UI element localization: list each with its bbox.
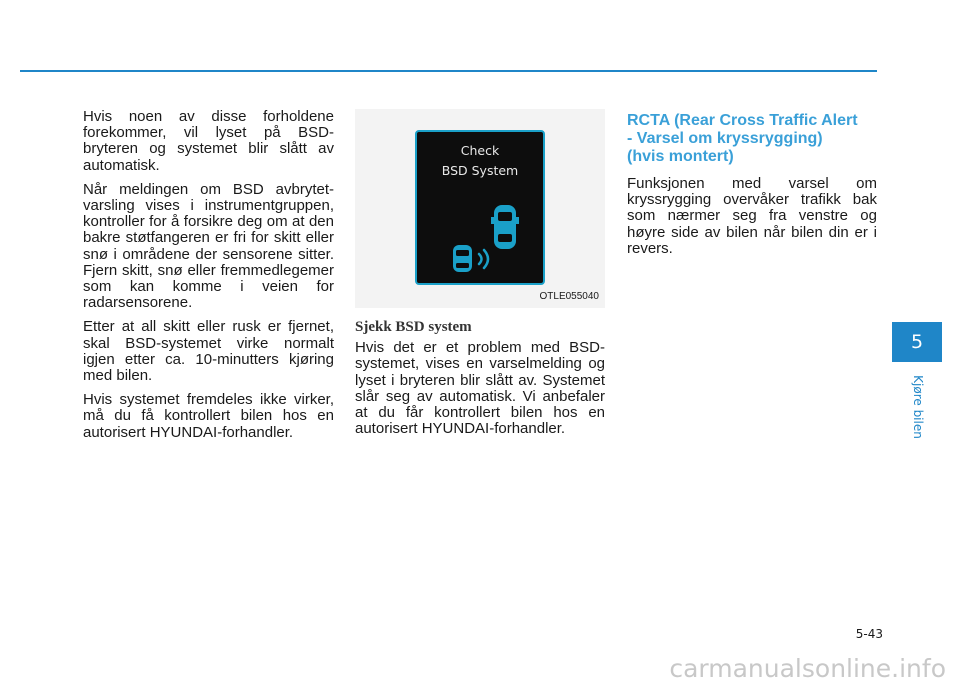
title-line: RCTA (Rear Cross Traffic Alert <box>627 112 858 129</box>
paragraph: Funksjonen med varsel om kryssrygging overvåker trafikk bak som nærmer seg fra venstre og høyre side av bilen når bilen din er i revers. <box>627 175 877 257</box>
display-line-2: BSD System <box>441 163 519 178</box>
display-line-1: Check <box>460 143 500 158</box>
header-rule <box>20 70 877 72</box>
paragraph: Hvis systemet fremdeles ikke virker, må du få kontrollert bilen hos en autorisert HYUNDAI-forhandler. <box>83 391 334 441</box>
chapter-number-tab: 5 <box>892 322 942 362</box>
right-column <box>627 112 877 265</box>
title-line: - Varsel om kryssrygging) <box>627 130 823 147</box>
paragraph: Når meldingen om BSD avbrytet-varsling vises i instrumentgruppen, kontroller for å forsikre deg om at den bakre støtfangeren er fri for skitt eller snø i områdene der sensorene sitter. Fjern skitt, snø eller fremmedlegemer som kan komme i veien for radarsensorene. <box>83 180 334 312</box>
figure-code: OTLE055040 <box>539 290 599 302</box>
section-heading: Sjekk BSD system <box>355 319 472 335</box>
bsd-warning-figure <box>355 109 605 308</box>
cluster-display <box>415 130 545 285</box>
page-number: 5-43 <box>855 627 883 641</box>
paragraph: Hvis noen av disse forholdene forekommer, vil lyset på BSD-bryteren og systemet blir slått av automatisk. <box>83 108 334 174</box>
middle-column <box>355 109 605 445</box>
left-column <box>83 109 334 449</box>
paragraph: Etter at all skitt eller rusk er fjernet, skal BSD-systemet virke normalt igjen etter ca. 10-minutters kjøring med bilen. <box>83 318 334 385</box>
chapter-label: Kjøre bilen <box>911 375 925 439</box>
section-title <box>627 112 877 166</box>
title-line: (hvis montert) <box>627 148 734 165</box>
watermark: carmanualsonline.info <box>669 654 946 683</box>
paragraph: Hvis det er et problem med BSD-systemet, vises en varselmelding og lyset i bryteren blir slått av. Systemet slår seg av automatisk. Vi anbefaler at du får kontrollert bilen hos en autorisert HYUNDAI-forhandler. <box>355 339 605 438</box>
bsd-cars-icon <box>417 132 543 283</box>
